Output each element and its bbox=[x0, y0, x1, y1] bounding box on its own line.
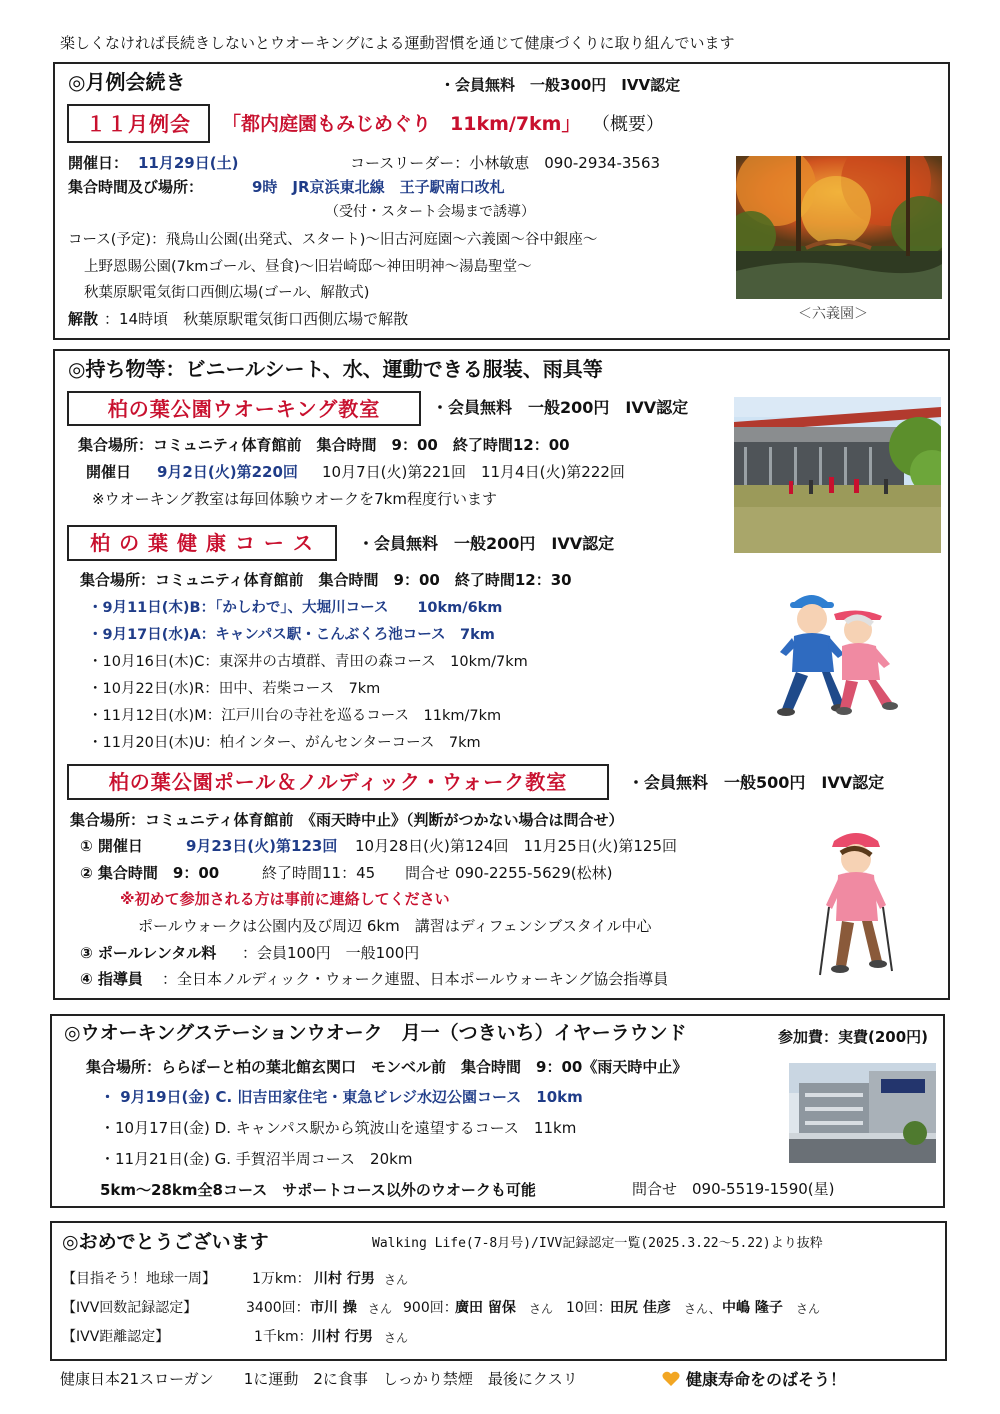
station-walk-fee: 参加費：実費(200円) bbox=[778, 1028, 929, 1046]
station-walk-item: ・11月21日(金) G. 手賀沼半周コース 20km bbox=[100, 1150, 413, 1168]
health-course-title: 柏 の 葉 健 康 コ ー ス bbox=[67, 525, 337, 561]
ivv-distance-label: 【IVV距離認定】 bbox=[62, 1329, 170, 1345]
pole-walk-date-first: 9月23日(火)第123回 bbox=[186, 837, 338, 855]
ivv-count-label: 【IVV回数記録認定】 bbox=[62, 1300, 198, 1316]
pole-walk-first-note: ※初めて参加される方は事前に連絡してください bbox=[120, 890, 450, 908]
walking-school-meeting: 集合場所：コミュニティ体育館前 集合時間 9：00 終了時間12：00 bbox=[78, 436, 570, 454]
photo-caption: ＜六義園＞ bbox=[798, 306, 868, 322]
health-course-item: ・10月22日(水)R：田中、若柴コース 7km bbox=[88, 681, 381, 697]
monthly-fee: ・会員無料 一般300円 IVV認定 bbox=[440, 76, 681, 94]
health-course-item: ・11月12日(水)M：江戸川台の寺社を巡るコース 11km/7km bbox=[88, 708, 502, 724]
congratulations-heading: ◎おめでとうございます bbox=[62, 1231, 269, 1253]
walking-school-date-label: 開催日 bbox=[86, 463, 132, 481]
health-course-item: ・9月17日(水)A：キャンパス駅・こんぶくろ池コース 7km bbox=[88, 627, 495, 643]
ivv-count-name-2: 廣田 留保 bbox=[455, 1300, 516, 1316]
instructor-label: ④ 指導員 bbox=[80, 970, 143, 988]
ivv-count-10: 10回： bbox=[566, 1300, 612, 1316]
station-walk-meeting: 集合場所：ららぽーと柏の葉北館玄関口 モンベル前 集合時間 9：00《雨天時中止》 bbox=[86, 1058, 688, 1076]
course-leader: コースリーダー：小林敏恵 090-2934-3563 bbox=[350, 154, 661, 172]
pole-walk-time-label: ② 集合時間 9：00 bbox=[80, 864, 220, 882]
honorific: さん bbox=[529, 1302, 554, 1316]
ivv-count-900: 900回： bbox=[403, 1300, 458, 1316]
instructor-value: ：全日本ノルディック・ウォーク連盟、日本ポールウォーキング協会指導員 bbox=[162, 970, 669, 988]
dismissal-label: 解散 bbox=[68, 310, 99, 328]
health-course-item: ・9月11日(木)B：「かしわで」、大堀川コース 10km/6km bbox=[88, 600, 503, 616]
meeting-note: （受付・スタート会場まで誘導） bbox=[325, 204, 535, 220]
monthly-heading: ◎月例会続き bbox=[68, 70, 186, 94]
ivv-count-name-4: 中嶋 隆子 bbox=[722, 1300, 783, 1316]
pole-walk-description: ポールウォークは公園内及び周辺 6km 講習はディフェンシブスタイル中心 bbox=[138, 917, 652, 935]
walking-school-note: ※ウオーキング教室は毎回体験ウオークを7km程度行います bbox=[92, 490, 497, 508]
lalaport-photo bbox=[789, 1063, 936, 1163]
ivv-count-name-3: 田尻 佳彦 bbox=[610, 1300, 671, 1316]
pole-walk-title: 柏の葉公園ポール＆ノルディック・ウォーク教室 bbox=[67, 764, 609, 800]
event-overview-label: （概要） bbox=[592, 114, 664, 135]
dismissal-value: ：14時頃 秋葉原駅電気街口西側広場で解散 bbox=[104, 310, 409, 328]
health-course-item: ・10月16日(木)C：東深井の古墳群、青田の森コース 10km/7km bbox=[88, 654, 528, 670]
walking-couple-illustration bbox=[772, 584, 907, 719]
health-slogan: 健康日本21スローガン 1に運動 2に食事 しっかり禁煙 最後にクスリ bbox=[60, 1370, 578, 1388]
ivv-count-3400: 3400回： bbox=[246, 1300, 310, 1316]
event-title: 「都内庭園もみじめぐり 11km/7km」 bbox=[222, 113, 581, 135]
honorific: さん、 bbox=[684, 1302, 721, 1316]
pole-walker-illustration bbox=[814, 825, 899, 985]
course-line-2: 上野恩賜公園(7kmゴール、昼食)～旧岩崎邸～神田明神～湯島聖堂～ bbox=[84, 259, 532, 275]
earth-round-name: 川村 行男 bbox=[314, 1271, 375, 1287]
station-walk-item: ・10月17日(金) D. キャンパス駅から筑波山を遠望するコース 11km bbox=[100, 1119, 577, 1137]
earth-round-label: 【目指そう！地球一周】 bbox=[62, 1271, 216, 1287]
course-line-3: 秋葉原駅電気街口西側広場(ゴール、解散式) bbox=[84, 285, 370, 301]
station-walk-heading: ◎ウオーキングステーションウオーク 月一（つきいち）イヤーラウンド bbox=[64, 1022, 687, 1044]
pole-walk-time-rest: 終了時間11：45 問合せ 090-2255-5629(松林) bbox=[262, 864, 613, 882]
pole-walk-meeting: 集合場所：コミュニティ体育館前 《雨天時中止》（判断がつかない場合は問合せ） bbox=[70, 811, 624, 829]
pole-walk-date-label: ① 開催日 bbox=[80, 837, 143, 855]
health-course-fee: ・会員無料 一般200円 IVV認定 bbox=[358, 534, 615, 553]
pole-walk-date-rest: 10月28日(火)第124回 11月25日(火)第125回 bbox=[355, 837, 678, 855]
meeting-value: 9時 JR京浜東北線 王子駅南口改札 bbox=[252, 178, 505, 196]
earth-round-distance: 1万km： bbox=[252, 1271, 311, 1287]
pole-rental-value: ：会員100円 一般100円 bbox=[242, 944, 420, 962]
november-badge: １１月例会 bbox=[67, 104, 210, 143]
health-course-item: ・11月20日(木)U：柏インター、がんセンターコース 7km bbox=[88, 735, 481, 751]
honorific: さん bbox=[796, 1302, 821, 1316]
date-label: 開催日： bbox=[68, 154, 129, 172]
walking-school-date-first: 9月2日(火)第220回 bbox=[157, 463, 298, 481]
congratulations-source: Walking Life(7-8月号)/IVV記録認定一覧(2025.3.22～5.22)より抜粋 bbox=[372, 1236, 823, 1251]
slogan-highlight: 健康寿命をのばそう！ bbox=[686, 1370, 847, 1389]
honorific: さん bbox=[384, 1331, 409, 1345]
ivv-distance-value: 1千km： bbox=[254, 1329, 313, 1345]
heart-icon bbox=[662, 1371, 680, 1390]
walking-school-title: 柏の葉公園ウオーキング教室 bbox=[67, 391, 421, 426]
honorific: さん bbox=[368, 1302, 393, 1316]
belongings-heading: ◎持ち物等：ビニールシート、水、運動できる服装、雨具等 bbox=[68, 357, 603, 381]
gymnasium-photo bbox=[734, 397, 941, 553]
ivv-distance-name: 川村 行男 bbox=[312, 1329, 373, 1345]
date-value: 11月29日(土) bbox=[138, 154, 239, 172]
walking-school-fee: ・会員無料 一般200円 IVV認定 bbox=[432, 398, 689, 417]
station-walk-contact: 問合せ 090-5519-1590(星) bbox=[632, 1180, 835, 1198]
ivv-count-name-1: 市川 操 bbox=[310, 1300, 357, 1316]
rikugien-photo bbox=[736, 156, 942, 299]
course-line-1: コース(予定)：飛鳥山公園(出発式、スタート)～旧古河庭園～六義園～谷中銀座～ bbox=[68, 232, 598, 248]
meeting-label: 集合時間及び場所： bbox=[68, 178, 204, 196]
health-course-meeting: 集合場所：コミュニティ体育館前 集合時間 9：00 終了時間12：30 bbox=[80, 571, 572, 589]
honorific: さん bbox=[384, 1273, 409, 1287]
walking-school-date-rest: 10月7日(火)第221回 11月4日(火)第222回 bbox=[322, 463, 625, 481]
pole-rental-label: ③ ポールレンタル料 bbox=[80, 944, 217, 962]
page-tagline: 楽しくなければ長続きしないとウオーキングによる運動習慣を通じて健康づくりに取り組んでいます bbox=[60, 34, 735, 52]
station-walk-footer: 5km～28km全8コース サポートコース以外のウオークも可能 bbox=[100, 1181, 536, 1199]
pole-walk-fee: ・会員無料 一般500円 IVV認定 bbox=[628, 773, 885, 792]
station-walk-item: ・ 9月19日(金) C. 旧吉田家住宅・東急ビレジ水辺公園コース 10km bbox=[100, 1088, 583, 1106]
